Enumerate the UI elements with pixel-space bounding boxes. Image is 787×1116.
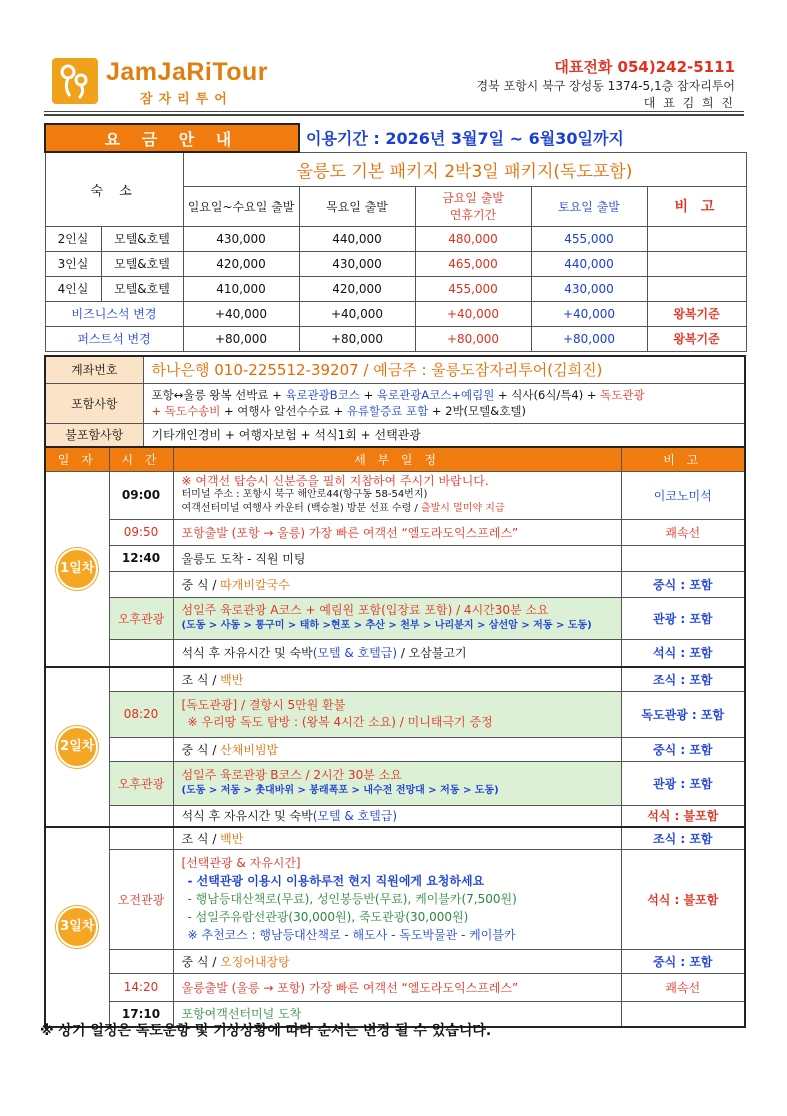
detail-cell [173,805,621,827]
included-items [143,383,745,423]
footer-note: ※ 상기 일정은 독도운항 및 기상상황에 따라 순서는 변경 될 수 있습니다. [40,1023,492,1039]
time-cell [109,805,173,827]
detail-line: ※ 추천코스 : 행남등대산책로 - 해도사 - 독도박물관 - 케이블카 [187,928,516,942]
time-cell: 08:20 [109,691,173,737]
dragonfly-logo-icon [52,58,98,104]
included-text: 포항↔울릉 왕복 선박료 + [151,388,286,402]
usage-period: 이용기간 : 2026년 3월7일 ~ 6월30일까지 [306,129,624,149]
time-cell: 17:10 [109,1001,173,1027]
day3-cell [45,827,109,1027]
day2-cell [45,667,109,827]
upgrade-value: +40,000 [415,301,531,326]
detail-cell [173,691,621,737]
room-type: 모텔&호텔 [101,276,183,301]
column-holiday-label: 연휴기간 [449,208,497,222]
detail-line: ※ 여객선 탑승시 신분증을 필히 지참하여 주시기 바랍니다. [181,474,489,488]
detail-cell [173,597,621,639]
time-cell: 오후관광 [109,761,173,805]
price-row [45,251,746,276]
note-cell [621,545,745,571]
price-value: 420,000 [183,251,299,276]
pricing-title: 요 금 안 내 [45,124,299,152]
detail-line: - 섬일주유람선관광(30,000원), 죽도관광(30,000원) [187,910,469,924]
detail-highlight: (모텔 & 호텔급) [312,809,397,824]
header-time: 시 간 [109,447,173,471]
price-row [45,226,746,251]
detail-line: 섬일주 육로관광 A코스 + 예림원 포함(입장료 포함) / 4시간30분 소요 [181,603,549,617]
note-cell: 쾌속선 [621,519,745,545]
included-text: + 식사(6식/특4) + [494,388,601,402]
price-note [647,226,746,251]
day-badge: 1일차 [56,548,98,590]
price-value: 440,000 [531,251,647,276]
upgrade-note: 왕복기준 [647,301,746,326]
header-divider-thick [44,114,744,116]
note-cell: 석식 : 불포함 [621,849,745,949]
included-text: + [359,388,377,402]
time-cell: 12:40 [109,545,173,571]
detail-cell: 포항여객선터미널 도착 [173,1001,621,1027]
meal-menu: 산채비빔밥 [220,742,279,757]
upgrade-label: 비즈니스석 변경 [45,301,183,326]
price-value: 410,000 [183,276,299,301]
included-text: + 여행사 알선수수료 + [220,404,347,418]
header-divider [44,111,744,112]
time-cell [109,667,173,691]
price-value: 420,000 [299,276,415,301]
detail-line: [독도관광] / 결항시 5만원 환불 [181,698,346,712]
included-highlight: + 독도수송비 [151,404,221,418]
upgrade-value: +40,000 [299,301,415,326]
detail-cell [173,827,621,849]
note-cell: 석식 : 불포함 [621,805,745,827]
day-badge: 3일차 [56,906,98,948]
meal-menu: 오징어내장탕 [220,954,290,969]
detail-cell [173,639,621,667]
note-cell: 쾌속선 [621,973,745,1001]
excluded-items: 기타개인경비 + 여행자보험 + 석식1회 + 선택관광 [143,423,745,447]
note-cell: 중식 : 포함 [621,949,745,973]
phone-number: 대표전화 054)242-5111 [554,58,735,76]
column-fri-holiday [415,186,531,226]
brand-name: JamJaRiTour [106,58,269,86]
logo-mark [52,58,98,104]
upgrade-row [45,326,746,351]
meal-label: 중 식 / [181,742,221,757]
detail-text: 석식 후 자유시간 및 숙박 [181,809,313,824]
column-sun-wed: 일요일~수요일 출발 [183,186,299,226]
included-highlight: 유류할증료 포함 [346,404,429,418]
price-value: 440,000 [299,226,415,251]
detail-line: - 행남등대산책로(무료), 성인봉등반(무료), 케이블카(7,500원) [187,892,517,906]
info-table [44,355,746,448]
package-title: 울릉도 기본 패키지 2박3일 패키지(독도포함) [183,152,746,186]
price-value: 430,000 [299,251,415,276]
price-value: 430,000 [183,226,299,251]
note-cell: 이코노미석 [621,471,745,519]
time-cell: 오후관광 [109,597,173,639]
detail-text: 석식 후 자유시간 및 숙박 [181,646,313,661]
room-type: 모텔&호텔 [101,226,183,251]
meal-label: 조 식 / [181,831,221,846]
header-day: 일 자 [45,447,109,471]
header-note: 비 고 [621,447,745,471]
time-cell [109,571,173,597]
detail-highlight: 출발시 멀미약 지급 [420,503,505,514]
time-cell [109,949,173,973]
excluded-label: 불포함사항 [45,423,143,447]
day1-cell [45,471,109,667]
detail-line: [선택관광 & 자유시간] [181,856,301,870]
detail-line: - 선택관광 이용시 이용하루전 현지 직원에게 요청하세요 [187,874,485,888]
price-value: 430,000 [531,276,647,301]
upgrade-label: 퍼스트석 변경 [45,326,183,351]
meal-menu: 백반 [220,672,244,687]
included-label: 포함사항 [45,383,143,423]
upgrade-value: +80,000 [531,326,647,351]
room-type: 모텔&호텔 [101,251,183,276]
included-highlight: 육로관광A코스+예림원 [376,388,495,402]
upgrade-value: +80,000 [415,326,531,351]
address: 경북 포항시 북구 장성동 1374-5,1층 잠자리투어 [476,79,735,93]
detail-line: 여객선터미널 여행사 카운터 (백승철) 방문 선표 수령 / [181,503,421,514]
time-cell [109,737,173,761]
upgrade-value: +80,000 [299,326,415,351]
room-size: 3인실 [45,251,101,276]
note-cell: 관광 : 포함 [621,761,745,805]
detail-cell: 포항출발 (포항 → 울릉) 가장 빠른 여객선 “엘도라도익스프레스” [173,519,621,545]
detail-line: (도동 > 저동 > 촛대바위 > 봉래폭포 > 내수전 전망대 > 저동 > 도동) [181,785,499,796]
column-thu: 목요일 출발 [299,186,415,226]
time-cell: 14:20 [109,973,173,1001]
detail-highlight: (모텔 & 호텔급) [312,646,397,661]
note-cell: 관광 : 포함 [621,597,745,639]
note-cell: 조식 : 포함 [621,667,745,691]
detail-line: 터미널 주소 : 포항시 북구 해안로44(항구동 58-54번지) [181,489,428,500]
detail-cell [173,761,621,805]
schedule-table [44,446,746,1028]
meal-menu: 백반 [220,831,244,846]
price-note [647,251,746,276]
price-value: 455,000 [415,276,531,301]
note-cell: 중식 : 포함 [621,737,745,761]
ceo-name: 대 표 김 희 진 [643,96,735,110]
detail-cell [173,737,621,761]
brand-name-korean: 잠자리투어 [140,92,233,107]
column-sat: 토요일 출발 [531,186,647,226]
included-text: + 2박(모텔&호텔) [428,404,526,418]
detail-cell [173,849,621,949]
account-label: 계좌번호 [45,356,143,383]
detail-line: (도동 > 사동 > 통구미 > 태하 >현포 > 추산 > 천부 > 나리분지 > 삼선암 > 저동 > 도동) [181,620,592,631]
meal-menu: 따개비칼국수 [220,577,290,592]
room-size: 2인실 [45,226,101,251]
time-cell [109,827,173,849]
column-note: 비 고 [647,186,746,226]
meal-label: 중 식 / [181,954,221,969]
time-cell [109,639,173,667]
detail-cell [173,949,621,973]
upgrade-value: +80,000 [183,326,299,351]
price-note [647,276,746,301]
day-badge: 2일차 [56,726,98,768]
price-value: 465,000 [415,251,531,276]
detail-cell: 울릉출발 (울릉 → 포항) 가장 빠른 여객선 “엘도라도익스프레스” [173,973,621,1001]
price-row [45,276,746,301]
detail-cell [173,471,621,519]
included-highlight: 육로관광B코스 [285,388,360,402]
detail-line: ※ 우리땅 독도 탐방 : (왕복 4시간 소요) / 미니태극기 증정 [187,715,493,729]
note-cell [621,1001,745,1027]
note-cell: 조식 : 포함 [621,827,745,849]
accommodation-label: 숙 소 [45,152,183,226]
account-number: 하나은행 010-225512-39207 / 예금주 : 울릉도잠자리투어(김희진) [143,356,745,383]
price-value: 480,000 [415,226,531,251]
price-value: 455,000 [531,226,647,251]
meal-label: 중 식 / [181,577,221,592]
detail-cell [173,667,621,691]
column-fri-label: 금요일 출발 [442,191,504,205]
time-cell: 09:00 [109,471,173,519]
note-cell: 석식 : 포함 [621,639,745,667]
upgrade-value: +40,000 [531,301,647,326]
upgrade-note: 왕복기준 [647,326,746,351]
included-highlight: 독도관광 [600,388,645,402]
upgrade-row [45,301,746,326]
time-cell: 09:50 [109,519,173,545]
note-cell: 독도관광 : 포함 [621,691,745,737]
note-cell: 중식 : 포함 [621,571,745,597]
detail-cell [173,571,621,597]
meal-label: 조 식 / [181,672,221,687]
detail-text: / 오삼불고기 [397,646,467,661]
header-details: 세 부 일 정 [173,447,621,471]
upgrade-value: +40,000 [183,301,299,326]
detail-cell: 울릉도 도착 - 직원 미팅 [173,545,621,571]
pricing-table [44,123,747,352]
room-size: 4인실 [45,276,101,301]
detail-line: 섬일주 육로관광 B코스 / 2시간 30분 소요 [181,768,402,782]
time-cell: 오전관광 [109,849,173,949]
